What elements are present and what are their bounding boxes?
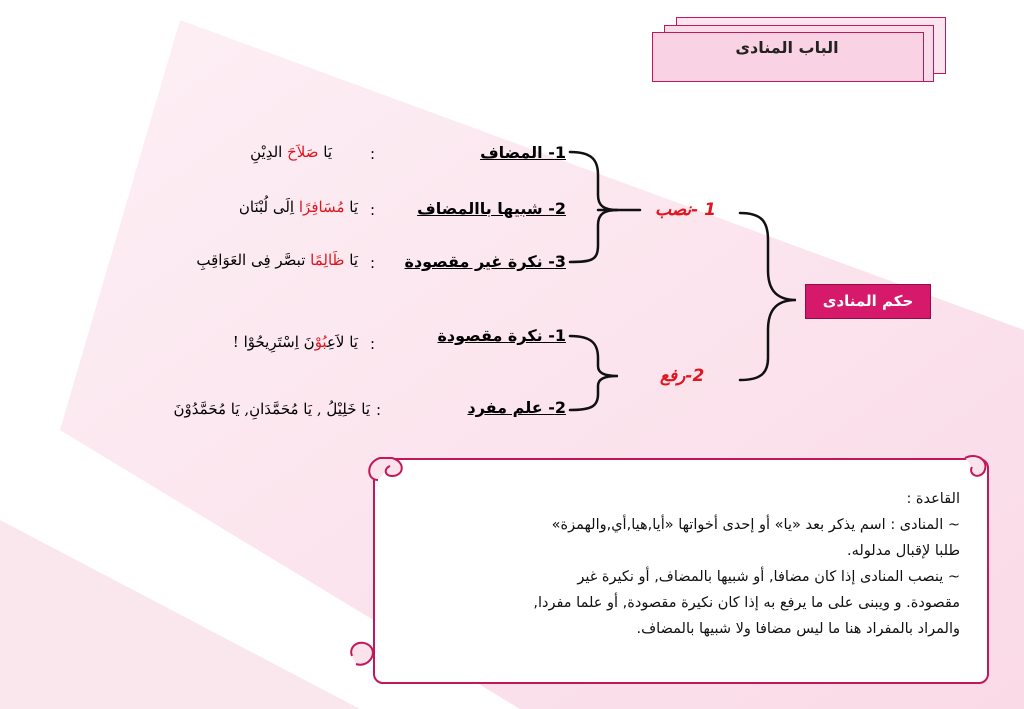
raf-label: 2-رفع [660, 366, 705, 386]
nasb-cat-1: 1- المضاف [480, 143, 566, 162]
nasb-cat-2: 2- شبيها باالمضاف [417, 199, 566, 218]
rule-line-2: طلبا لإقبال مدلوله. [847, 543, 960, 559]
raf-example-2: يَا خَلِيْلُ , يَا مُحَمَّدَانِ, يَا مُحَمَّدُوْنَ [173, 400, 370, 418]
nasb-example-2: يَا مُسَافِرًا اِلَى لُبْنَان [238, 198, 358, 216]
nasb-colon-3: : [370, 254, 376, 272]
nasb-example-3: يَا ظَالِمًا تبصَّر فِى العَوَاقِبِ [196, 251, 358, 269]
hukm-munada-box: حكم المنادى [805, 284, 931, 319]
raf-cat-2: 2- علم مفرد [467, 398, 566, 417]
nasb-colon-2: : [370, 201, 376, 219]
rule-line-4: مقصودة. و ويبنى على ما يرفع به إذا كان نكيرة مقصودة, أو علما مفردا, [533, 595, 960, 611]
raf-cat-1: 1- نكرة مقصودة [437, 326, 566, 345]
rule-line-3: ~ ينصب المنادى إذا كان مضافا, أو شبيها بالمضاف, أو نكيرة غير [577, 569, 960, 585]
nasb-colon-1: : [370, 145, 376, 163]
page-title: الباب المنادى [735, 38, 839, 57]
raf-example-1: يَا لاَعِبُوْنَ اِسْتَرِيحُوْا ! [232, 333, 358, 351]
rule-heading: القاعدة : [906, 491, 960, 507]
rule-text [390, 486, 960, 642]
nasb-label: 1 -نصب [655, 200, 716, 220]
rule-line-5: والمراد بالمفراد هنا ما ليس مضافا ولا شبيها بالمضاف. [636, 621, 960, 637]
rule-line-1: ~ المنادى : اسم يذكر بعد «يا» أو إحدى أخواتها «أيا,هيا,أي,والهمزة» [551, 517, 960, 533]
nasb-example-1: يَا صَلاَحَ الدِيْنِ [250, 143, 332, 161]
nasb-cat-3: 3- نكرة غير مقصودة [404, 252, 566, 271]
raf-colon-1: : [370, 335, 376, 353]
raf-colon-2: : [376, 401, 382, 419]
